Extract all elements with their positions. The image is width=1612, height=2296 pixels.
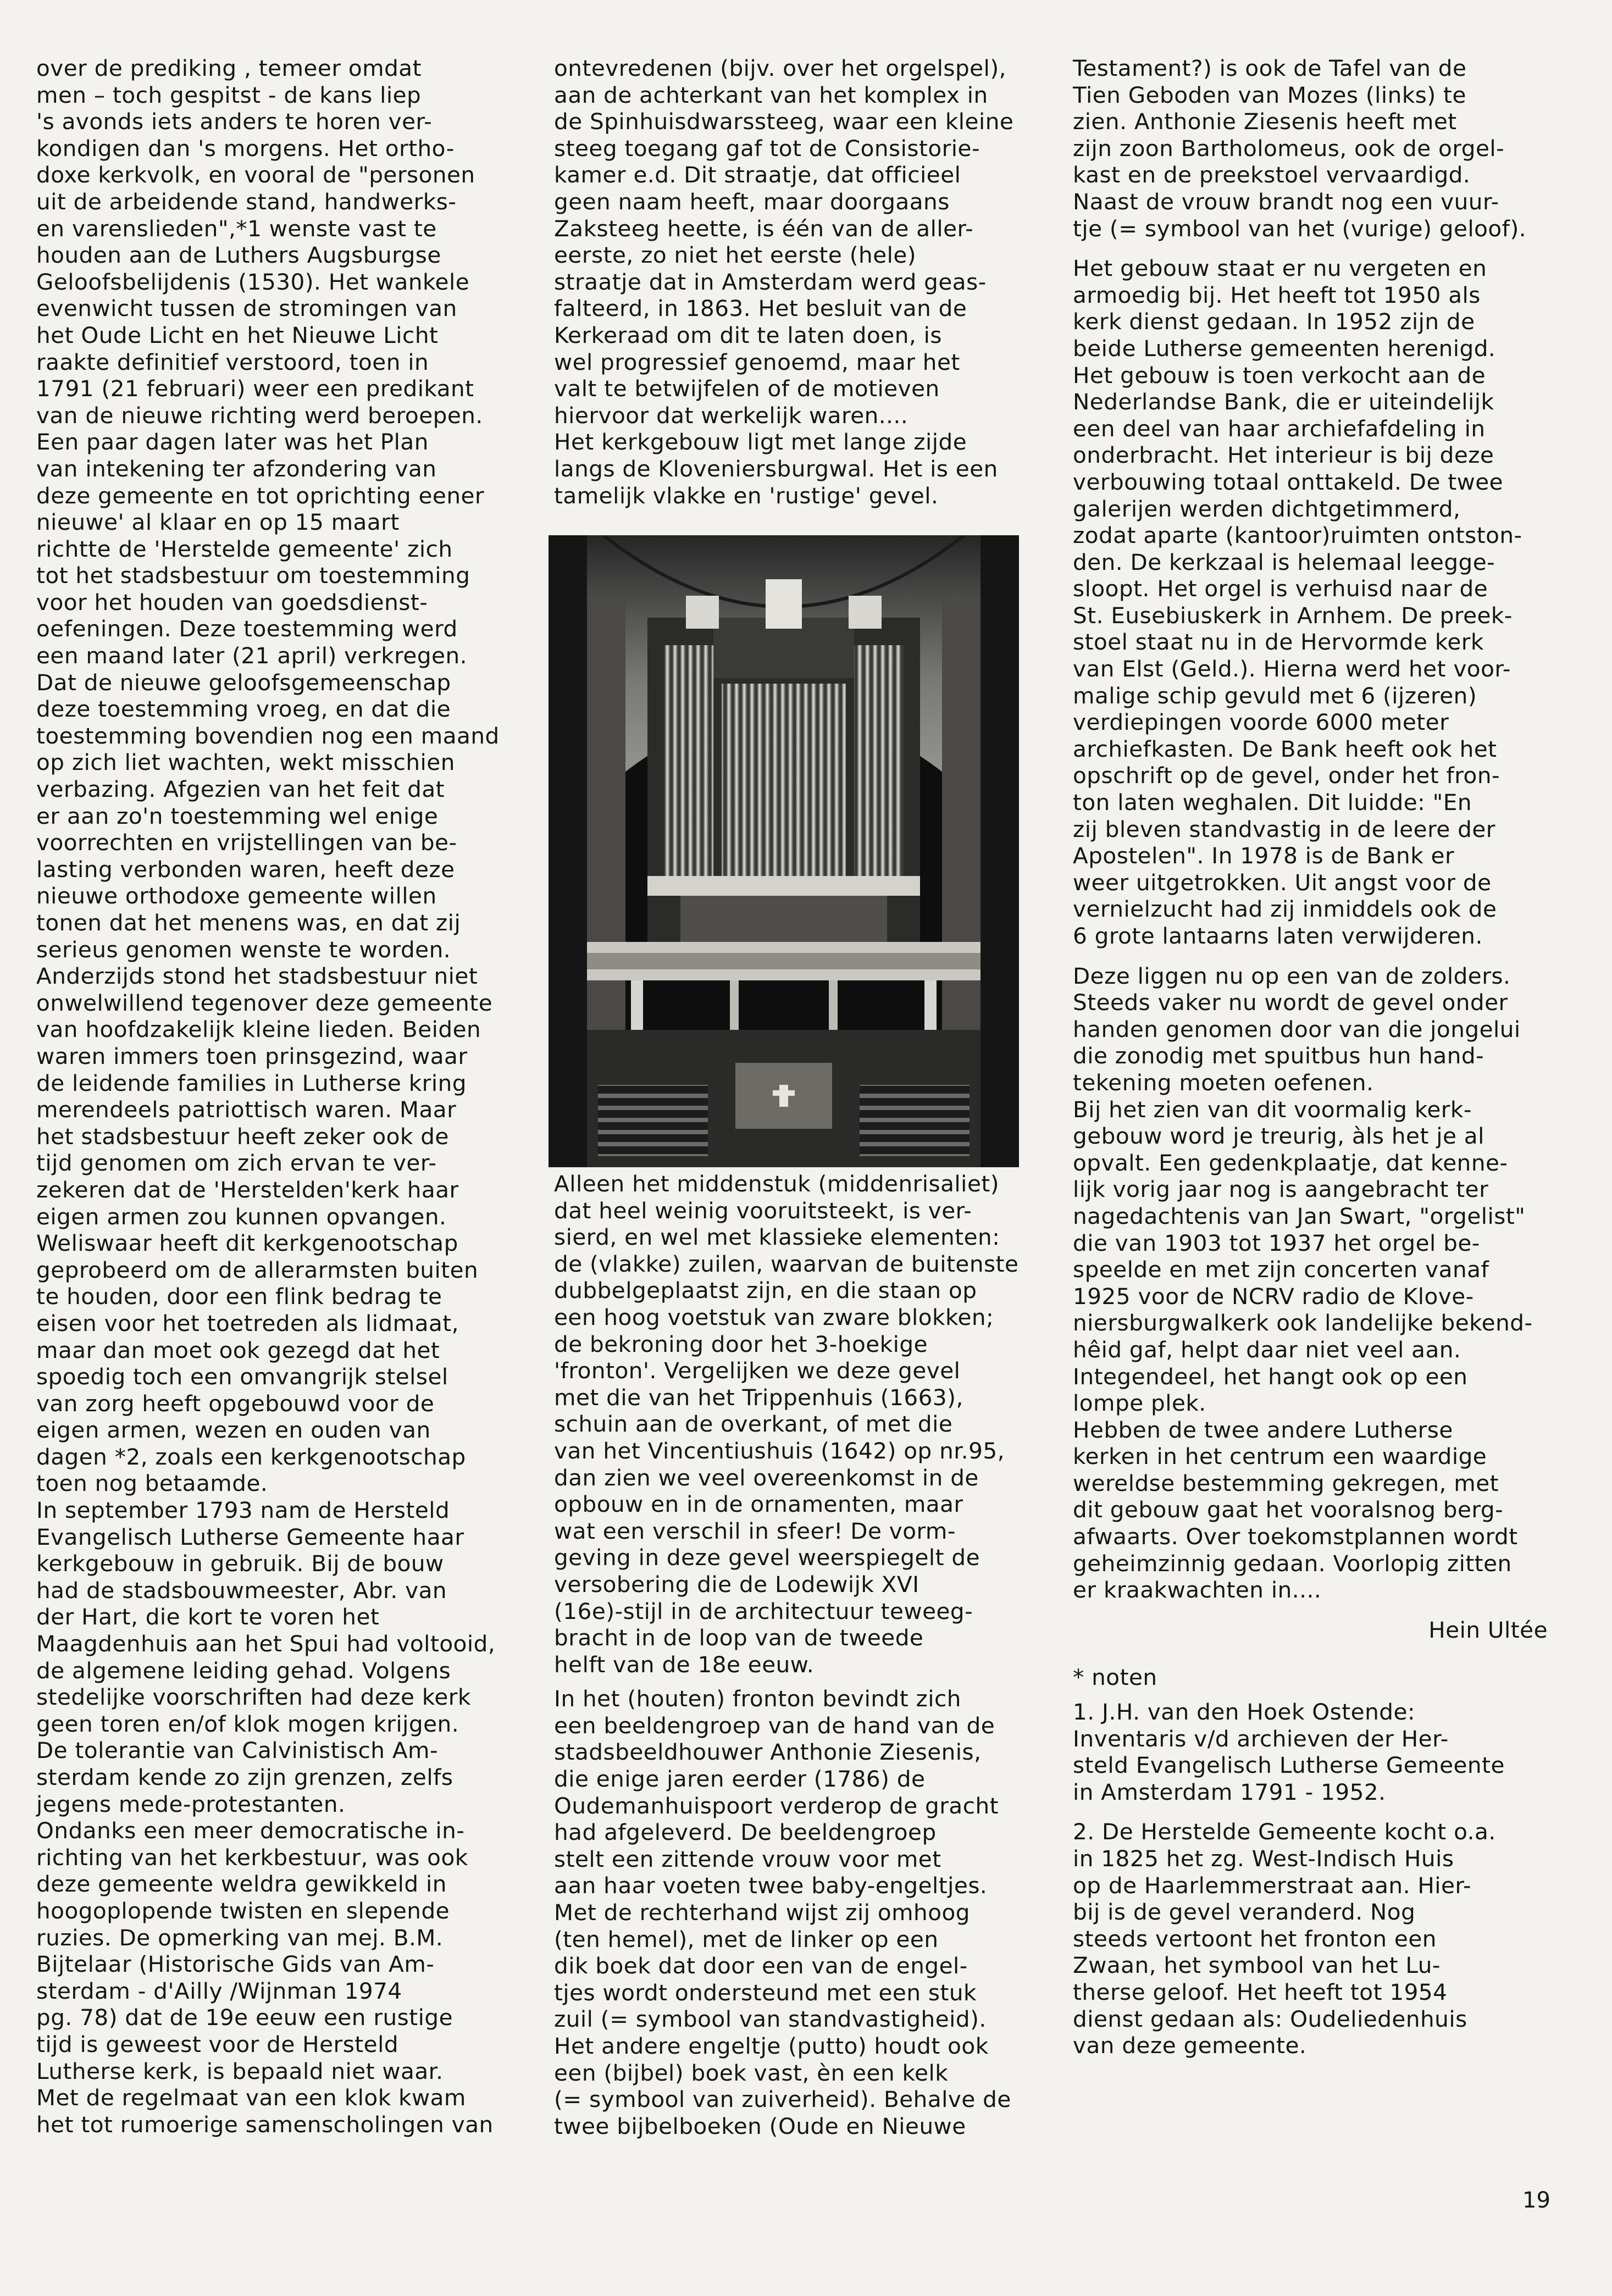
- text-line: van Elst (Geld.). Hierna werd het voor-: [1073, 656, 1511, 683]
- text-line: waren immers toen prinsgezind, waar: [36, 1042, 468, 1069]
- text-line: geving in deze gevel weerspiegelt de: [554, 1544, 981, 1571]
- text-line: kerken in het centrum een waardige: [1073, 1443, 1487, 1470]
- text-line: Het gebouw staat er nu vergeten en: [1073, 255, 1487, 282]
- text-line: armoedig bij. Het heeft tot 1950 als: [1073, 281, 1481, 308]
- text-line: (= symbool van zuiverheid). Behalve de: [554, 2086, 1011, 2113]
- footnote-line: dienst gedaan als: Oudeliedenhuis: [1073, 2005, 1467, 2032]
- text-line: kondigen dan 's morgens. Het ortho-: [36, 135, 455, 162]
- text-line: lijk vorig jaar nog is aangebracht ter: [1073, 1176, 1489, 1203]
- text-line: galerijen werden dichtgetimmerd,: [1073, 495, 1461, 522]
- text-line: Bij het zien van dit voormalig kerk-: [1073, 1096, 1472, 1123]
- text-line: afwaarts. Over toekomstplannen wordt: [1073, 1523, 1518, 1550]
- text-line: het Oude Licht en het Nieuwe Licht: [36, 321, 439, 348]
- text-line: deze gemeente weldra gewikkeld in: [36, 1871, 447, 1898]
- text-line: op zich liet wachten, wekt misschien: [36, 749, 455, 776]
- text-line: Geloofsbelijdenis (1530). Het wankele: [36, 268, 470, 295]
- text-line: de bekroning door het 3-hoekige: [554, 1330, 928, 1357]
- text-line: Met de regelmaat van een klok kwam: [36, 2084, 466, 2111]
- text-line: hoogoplopende twisten en slepende: [36, 1897, 450, 1924]
- text-line: ontevredenen (bijv. over het orgelspel),: [554, 55, 1006, 81]
- text-line: twee bijbelboeken (Oude en Nieuwe: [554, 2112, 966, 2139]
- text-line: een maand later (21 april) verkregen.: [36, 642, 468, 669]
- text-line: In september 1793 nam de Hersteld: [36, 1497, 450, 1524]
- text-line: geprobeerd om de allerarmsten buiten: [36, 1256, 479, 1283]
- text-line: toen nog betaamde.: [36, 1470, 268, 1497]
- text-line: een deel van haar archiefafdeling in: [1073, 415, 1486, 442]
- text-line: stelt een zittende vrouw voor met: [554, 1845, 941, 1872]
- text-line: spoedig toch een omvangrijk stelsel: [36, 1363, 448, 1390]
- text-line: 6 grote lantaarns laten verwijderen.: [1073, 923, 1483, 949]
- text-line: St. Eusebiuskerk in Arnhem. De preek-: [1073, 602, 1513, 629]
- text-line: versobering die de Lodewijk XVI: [554, 1571, 919, 1598]
- text-line: (ten hemel), met de linker op een: [554, 1926, 939, 1953]
- text-column-1: [36, 55, 531, 2138]
- text-line: aan haar voeten twee baby-engeltjes.: [554, 1872, 988, 1899]
- text-line: die zonodig met spuitbus hun hand-: [1073, 1042, 1484, 1069]
- text-line: geheimzinnig gedaan. Voorlopig zitten: [1073, 1550, 1512, 1577]
- text-line: doxe kerkvolk, en vooral de "personen: [36, 162, 475, 188]
- text-line: Oudemanhuispoort verderop de gracht: [554, 1792, 999, 1819]
- text-line: sierd, en wel met klassieke elementen:: [554, 1224, 1000, 1251]
- text-line: tonen dat het menens was, en dat zij: [36, 909, 461, 936]
- text-line: speelde en met zijn concerten vanaf: [1073, 1256, 1489, 1283]
- text-line: 'fronton'. Vergelijken we deze gevel: [554, 1357, 961, 1384]
- text-column-2-top: [554, 55, 1049, 509]
- text-line: eigen armen zou kunnen opvangen.: [36, 1203, 447, 1230]
- footnote-line: van deze gemeente.: [1073, 2032, 1307, 2059]
- text-line: Dat de nieuwe geloofsgemeenschap: [36, 669, 451, 696]
- text-line: zij bleven standvastig in de leere der: [1073, 816, 1495, 842]
- text-line: verbazing. Afgezien van het feit dat: [36, 776, 445, 803]
- text-line: het stadsbestuur heeft zeker ook de: [36, 1123, 449, 1150]
- text-line: houden aan de Luthers Augsburgse: [36, 242, 441, 269]
- text-line: opvalt. Een gedenkplaatje, dat kenne-: [1073, 1149, 1508, 1176]
- text-line: Naast de vrouw brandt nog een vuur-: [1073, 188, 1499, 215]
- text-line: deze gemeente en tot oprichting eener: [36, 482, 485, 509]
- text-line: een (bijbel) boek vast, èn een kelk: [554, 2059, 949, 2086]
- text-line: zekeren dat de 'Herstelden'kerk haar: [36, 1176, 459, 1203]
- text-line: dit gebouw gaat het vooralsnog berg-: [1073, 1496, 1504, 1523]
- text-line: Deze liggen nu op een van de zolders.: [1073, 962, 1511, 989]
- text-line: dat heel weinig vooruitsteekt, is ver-: [554, 1197, 972, 1224]
- text-line: evenwicht tussen de stromingen van: [36, 295, 457, 322]
- text-line: stedelijke voorschriften had deze kerk: [36, 1684, 471, 1711]
- text-line: langs de Kloveniersburgwal. Het is een: [554, 455, 998, 482]
- text-line: opschrift op de gevel, onder het fron-: [1073, 762, 1500, 789]
- text-line: steeg toegang gaf tot de Consistorie-: [554, 135, 981, 162]
- text-line: wel progressief genoemd, maar het: [554, 348, 960, 375]
- text-line: tjes wordt ondersteund met een stuk: [554, 1979, 977, 2006]
- text-column-2-bottom: [554, 1171, 1049, 2139]
- text-line: Bijtelaar (Historische Gids van Am-: [36, 1951, 435, 1978]
- text-line: tot het stadsbestuur om toestemming: [36, 562, 470, 589]
- text-line: tamelijk vlakke en 'rustige' gevel.: [554, 482, 939, 509]
- text-line: Met de rechterhand wijst zij omhoog: [554, 1899, 970, 1926]
- text-line: gebouw word je treurig, àls het je al: [1073, 1123, 1484, 1150]
- text-line: het tot rumoerige samenscholingen van: [36, 2111, 494, 2138]
- text-line: Hebben de twee andere Lutherse: [1073, 1416, 1453, 1443]
- text-line: en varenslieden",*1 wenste vast te: [36, 215, 437, 242]
- text-line: De tolerantie van Calvinistisch Am-: [36, 1737, 439, 1764]
- text-line: hêid gaf, helpt daar niet veel aan.: [1073, 1336, 1461, 1363]
- footnote-line: Zwaan, het symbool van het Lu-: [1073, 1952, 1441, 1979]
- text-line: voorrechten en vrijstellingen van be-: [36, 829, 457, 856]
- text-line: van intekening ter afzondering van: [36, 455, 437, 482]
- text-line: Een paar dagen later was het Plan: [36, 429, 429, 456]
- text-line: hiervoor dat werkelijk waren....: [554, 402, 909, 429]
- text-line: nieuwe' al klaar en op 15 maart: [36, 509, 400, 536]
- text-line: 's avonds iets anders te horen ver-: [36, 108, 433, 135]
- paragraph-gap: [1073, 950, 1567, 963]
- footnote-line: steeds vertoont het fronton een: [1073, 1925, 1437, 1952]
- text-line: der Hart, die kort te voren het: [36, 1604, 380, 1631]
- text-line: van zorg heeft opgebouwd voor de: [36, 1390, 435, 1417]
- text-line: merendeels patriottisch waren. Maar: [36, 1096, 457, 1123]
- text-line: Het gebouw is toen verkocht aan de: [1073, 362, 1486, 389]
- text-line: vernielzucht had zij inmiddels ook de: [1073, 896, 1497, 923]
- paragraph-gap: [1073, 1656, 1567, 1664]
- text-line: richting van het kerkbestuur, was ook: [36, 1844, 468, 1871]
- text-line: ton laten weghalen. Dit luidde: "En: [1073, 789, 1472, 816]
- text-line: de leidende families in Lutherse kring: [36, 1069, 467, 1096]
- text-line: tje (= symbool van het (vurige) geloof).: [1073, 215, 1527, 242]
- text-line: eigen armen, wezen en ouden van: [36, 1417, 431, 1444]
- footnote-line: in 1825 het zg. West-Indisch Huis: [1073, 1845, 1454, 1872]
- text-line: deze toestemming vroeg, en dat die: [36, 696, 451, 723]
- text-line: schuin aan de overkant, of met die: [554, 1411, 953, 1438]
- text-line: Testament?) is ook de Tafel van de: [1073, 55, 1467, 81]
- text-line: 1925 voor de NCRV radio de Klove-: [1073, 1283, 1474, 1310]
- text-line: te houden, door een flink bedrag te: [36, 1283, 442, 1310]
- text-line: de Spinhuisdwarssteeg, waar een kleine: [554, 108, 1014, 135]
- text-line: er aan zo'n toestemming wel enige: [36, 802, 439, 829]
- text-line: kerk dienst gedaan. In 1952 zijn de: [1073, 308, 1475, 335]
- text-line: zodat aparte (kantoor)ruimten ontston-: [1073, 522, 1522, 549]
- text-line: beide Lutherse gemeenten herenigd.: [1073, 335, 1496, 362]
- text-line: uit de arbeidende stand, handwerks-: [36, 188, 457, 215]
- text-line: een hoog voetstuk van zware blokken;: [554, 1304, 994, 1330]
- footnote-line: op de Haarlemmerstraat aan. Hier-: [1073, 1872, 1472, 1899]
- text-line: tekening moeten oefenen.: [1073, 1069, 1374, 1096]
- paragraph-gap: [554, 1678, 1049, 1685]
- text-line: lompe plek.: [1073, 1390, 1206, 1417]
- text-line: aan de achterkant van het komplex in: [554, 81, 988, 108]
- text-line: Integendeel, het hangt ook op een: [1073, 1363, 1468, 1390]
- text-line: niersburgwalkerk ook landelijke bekend-: [1073, 1310, 1533, 1336]
- text-line: pg. 78) dat de 19e eeuw een rustige: [36, 2004, 453, 2031]
- text-line: (16e)-stijl in de architectuur teweeg-: [554, 1598, 973, 1624]
- text-line: eerste, zo niet het eerste (hele): [554, 242, 917, 269]
- text-line: lasting verbonden waren, heeft deze: [36, 856, 455, 883]
- text-line: van het Vincentiushuis (1642) op nr.95,: [554, 1437, 1005, 1464]
- footnote-line: bij is de gevel veranderd. Nog: [1073, 1899, 1416, 1926]
- text-line: stadsbeeldhouwer Anthonie Ziesenis,: [554, 1739, 982, 1766]
- text-line: tijd genomen om zich ervan te ver-: [36, 1150, 437, 1177]
- text-line: Ondanks een meer democratische in-: [36, 1817, 465, 1844]
- text-line: met die van het Trippenhuis (1663),: [554, 1384, 963, 1411]
- paragraph-gap: [1073, 242, 1567, 255]
- text-line: men – toch gespitst - de kans liep: [36, 81, 422, 108]
- text-line: dan zien we veel overeenkomst in de: [554, 1464, 979, 1491]
- paragraph-gap: [1073, 1691, 1567, 1699]
- text-line: van de nieuwe richting werd beroepen.: [36, 402, 483, 429]
- notes-heading: * noten: [1073, 1664, 1157, 1691]
- paragraph-gap: [1073, 1604, 1567, 1617]
- text-line: de algemene leiding gehad. Volgens: [36, 1657, 451, 1684]
- footnote-line: Inventaris v/d archieven der Her-: [1073, 1725, 1449, 1752]
- text-line: had de stadsbouwmeester, Abr. van: [36, 1577, 447, 1604]
- text-line: de (vlakke) zuilen, waarvan de buitenste: [554, 1250, 1019, 1277]
- text-line: bracht in de loop van de tweede: [554, 1624, 924, 1651]
- text-line: ruzies. De opmerking van mej. B.M.: [36, 1924, 444, 1951]
- text-line: geen toren en/of klok mogen krijgen.: [36, 1710, 459, 1737]
- text-line: geen naam heeft, maar doorgaans: [554, 188, 950, 215]
- page-number: 19: [1522, 2188, 1550, 2213]
- text-line: eisen voor het toetreden als lidmaat,: [36, 1310, 459, 1336]
- text-line: kerkgebouw in gebruik. Bij de bouw: [36, 1550, 444, 1577]
- text-line: helft van de 18e eeuw.: [554, 1651, 815, 1678]
- footnote-line: 1. J.H. van den Hoek Ostende:: [1073, 1699, 1416, 1726]
- text-line: Het kerkgebouw ligt met lange zijde: [554, 429, 967, 456]
- text-line: jegens mede-protestanten.: [36, 1790, 346, 1817]
- text-line: Zaksteeg heette, is één van de aller-: [554, 215, 974, 242]
- text-line: zijn zoon Bartholomeus, ook de orgel-: [1073, 135, 1505, 162]
- text-line: onderbracht. Het interieur is bij deze: [1073, 442, 1494, 469]
- text-line: falteerd, in 1863. Het besluit van de: [554, 295, 967, 322]
- text-line: zuil (= symbool van standvastigheid).: [554, 2006, 987, 2033]
- footnote-line: therse geloof. Het heeft tot 1954: [1073, 1978, 1448, 2005]
- text-line: Apostelen". In 1978 is de Bank er: [1073, 842, 1455, 869]
- text-line: dubbelgeplaatst zijn, en die staan op: [554, 1277, 977, 1304]
- text-line: stoel staat nu in de Hervormde kerk: [1073, 629, 1484, 656]
- paragraph-gap: [1073, 1643, 1567, 1656]
- text-line: nieuwe orthodoxe gemeente willen: [36, 883, 437, 909]
- text-line: handen genomen door van die jongelui: [1073, 1016, 1521, 1042]
- text-line: een beeldengroep van de hand van de: [554, 1712, 995, 1739]
- footnote-line: 2. De Herstelde Gemeente kocht o.a.: [1073, 1818, 1496, 1845]
- text-line: Maagdenhuis aan het Spui had voltooid,: [36, 1631, 496, 1657]
- text-line: onwelwillend tegenover deze gemeente: [36, 989, 493, 1016]
- text-line: wat een verschil in sfeer! De vorm-: [554, 1517, 956, 1544]
- text-line: serieus genomen wenste te worden.: [36, 936, 451, 963]
- text-line: Steeds vaker nu wordt de gevel onder: [1073, 989, 1508, 1016]
- text-line: nagedachtenis van Jan Swart, "orgelist": [1073, 1202, 1526, 1229]
- text-line: Het andere engeltje (putto) houdt ook: [554, 2033, 989, 2059]
- author-signature: Hein Ultée: [1428, 1616, 1548, 1643]
- text-column-3: [1073, 55, 1567, 2059]
- text-line: zien. Anthonie Ziesenis heeft met: [1073, 108, 1457, 135]
- text-line: Anderzijds stond het stadsbestuur niet: [36, 963, 478, 990]
- text-line: den. De kerkzaal is helemaal leegge-: [1073, 548, 1495, 575]
- text-line: die enige jaren eerder (1786) de: [554, 1766, 926, 1793]
- text-line: had afgeleverd. De beeldengroep: [554, 1819, 937, 1846]
- text-line: Alleen het middenstuk (middenrisaliet): [554, 1171, 1000, 1197]
- text-line: Lutherse kerk, is bepaald niet waar.: [36, 2057, 444, 2084]
- text-line: malige schip gevuld met 6 (ijzeren): [1073, 682, 1477, 709]
- text-line: weer uitgetrokken. Uit angst voor de: [1073, 869, 1492, 896]
- text-line: verdiepingen voorde 6000 meter: [1073, 709, 1449, 736]
- text-line: toestemming bovendien nog een maand: [36, 722, 500, 749]
- text-line: over de prediking , temeer omdat: [36, 55, 422, 81]
- text-line: Kerkeraad om dit te laten doen, is: [554, 321, 942, 348]
- text-line: oefeningen. Deze toestemming werd: [36, 615, 458, 642]
- text-line: sloopt. Het orgel is verhuisd naar de: [1073, 575, 1488, 602]
- text-line: raakte definitief verstoord, toen in: [36, 348, 429, 375]
- footnote-line: in Amsterdam 1791 - 1952.: [1073, 1778, 1386, 1805]
- text-line: Evangelisch Lutherse Gemeente haar: [36, 1523, 464, 1550]
- text-line: dik boek dat door een van de engel-: [554, 1953, 968, 1979]
- text-line: straatje dat in Amsterdam werd geas-: [554, 268, 987, 295]
- text-line: In het (houten) fronton bevindt zich: [554, 1685, 961, 1712]
- text-line: valt te betwijfelen of de motieven: [554, 375, 940, 402]
- text-line: dagen *2, zoals een kerkgenootschap: [36, 1443, 466, 1470]
- text-line: Weliswaar heeft dit kerkgenootschap: [36, 1230, 458, 1257]
- text-line: van hoofdzakelijk kleine lieden. Beiden: [36, 1016, 481, 1043]
- text-line: er kraakwachten in....: [1073, 1577, 1322, 1604]
- text-line: tijd is geweest voor de Hersteld: [36, 2031, 399, 2057]
- text-line: wereldse bestemming gekregen, met: [1073, 1469, 1499, 1496]
- text-line: Tien Geboden van Mozes (links) te: [1073, 81, 1466, 108]
- text-line: Nederlandse Bank, die er uiteindelijk: [1073, 389, 1494, 415]
- text-line: opbouw en in de ornamenten, maar: [554, 1491, 963, 1518]
- church-interior-photo: [549, 535, 1019, 1167]
- text-line: 1791 (21 februari) weer een predikant: [36, 375, 474, 402]
- text-line: die van 1903 tot 1937 het orgel be-: [1073, 1229, 1480, 1256]
- text-line: maar dan moet ook gezegd dat het: [36, 1336, 440, 1363]
- text-line: sterdam kende zo zijn grenzen, zelfs: [36, 1764, 453, 1790]
- text-line: kamer e.d. Dit straatje, dat officieel: [554, 162, 961, 188]
- text-line: archiefkasten. De Bank heeft ook het: [1073, 735, 1497, 762]
- footnote-line: steld Evangelisch Lutherse Gemeente: [1073, 1752, 1505, 1779]
- text-line: richtte de 'Herstelde gemeente' zich: [36, 535, 453, 562]
- text-line: kast en de preekstoel vervaardigd.: [1073, 162, 1471, 188]
- text-line: verbouwing totaal onttakeld. De twee: [1073, 468, 1504, 495]
- paragraph-gap: [1073, 1805, 1567, 1818]
- text-line: sterdam - d'Ailly /Wijnman 1974: [36, 1977, 402, 2004]
- text-line: voor het houden van goedsdienst-: [36, 589, 428, 615]
